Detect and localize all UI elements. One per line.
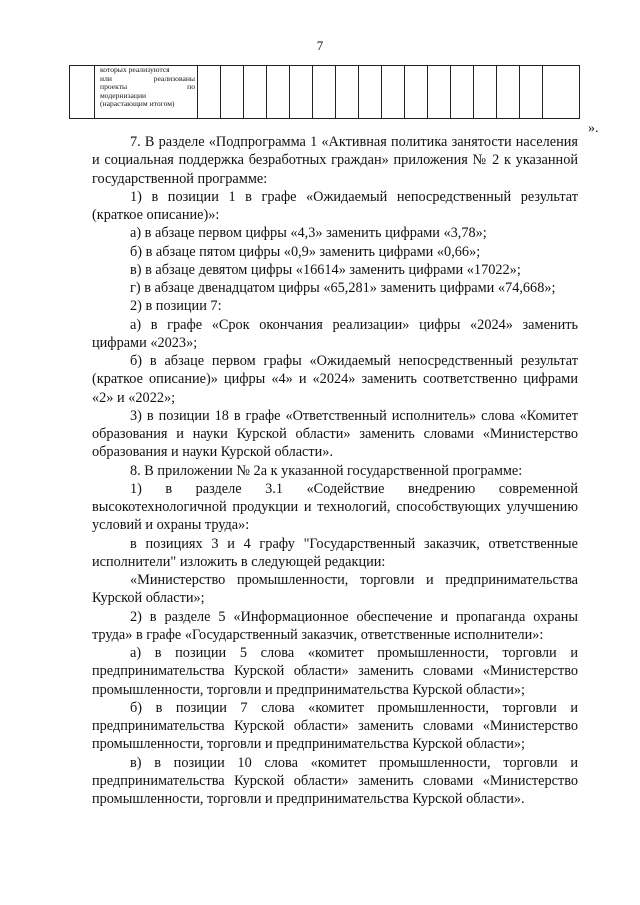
table-cell-value: [198, 66, 221, 119]
paragraph-subitem: в позициях 3 и 4 графу "Государственный заказчик, ответственные исполнители" изложить в следующей редакции:: [92, 535, 578, 570]
table-cell-value: [474, 66, 497, 119]
paragraph-item-8: 8. В приложении № 2а к указанной государственной программе:: [130, 462, 523, 479]
paragraph-subitem: а) в графе «Срок окончания реализации» цифры «2024» заменить цифрами «2023»;: [92, 316, 578, 351]
paragraph-subitem: 1) в позиции 1 в графе «Ожидаемый непосредственный результат (краткое описание)»:: [92, 188, 578, 223]
table-cell-value: [451, 66, 474, 119]
table-fragment: [69, 65, 580, 119]
table-cell-value: [267, 66, 290, 119]
paragraph-subitem: а) в абзаце первом цифры «4,3» заменить цифрами «3,78»;: [130, 225, 487, 242]
paragraph-subitem: 2) в разделе 5 «Информационное обеспечение и пропаганда охраны труда» в графе «Государственный заказчик, ответственные исполнители»:: [92, 608, 578, 643]
table-cell-number: [70, 66, 95, 119]
paragraph-item-7: 7. В разделе «Подпрограмма 1 «Активная политика занятости населения и социальная поддержка безработных граждан» приложения № 2 к указанной государственной программе:: [92, 134, 578, 187]
table-cell-value: [336, 66, 359, 119]
table-cell-indicator-label: [95, 66, 198, 119]
paragraph-subitem: б) в позиции 7 слова «комитет промышленности, торговли и предпринимательства Курской области» заменить словами «Министерство промышленности, торговли и предпринимательства Курской области»;: [92, 699, 578, 753]
indicator-label-line: модернизации: [100, 90, 147, 100]
paragraph-quote: «Министерство промышленности, торговли и предпринимательства Курской области»;: [92, 572, 578, 607]
paragraph-subitem: 3) в позиции 18 в графе «Ответственный исполнитель» слова «Комитет образования и науки Курской области» заменить словами «Министерство образования и науки Курской области».: [92, 407, 578, 461]
paragraph-subitem: в) в позиции 10 слова «комитет промышленности, торговли и предпринимательства Курской области» заменить словами «Министерство промышленности, торговли и предпринимательства Курской области».: [92, 754, 578, 807]
page-number: 7: [316, 38, 324, 53]
table-cell-value: [497, 66, 520, 119]
paragraph-subitem: а) в позиции 5 слова «комитет промышленности, торговли и предпринимательства Курской области» заменить словами «Министерство промышленности, торговли и предпринимательства Курской области»;: [92, 645, 578, 698]
paragraph-subitem: г) в абзаце двенадцатом цифры «65,281» заменить цифрами «74,668»;: [130, 280, 556, 296]
indicator-label-line: (нарастающим итогом): [100, 99, 175, 109]
table-cell-value: [290, 66, 313, 119]
indicator-label-line: которых реализуются: [100, 65, 170, 74]
indicator-label-line: или реализованы: [100, 73, 195, 83]
closing-quote: ».: [588, 121, 599, 136]
document-body: [92, 133, 578, 808]
table-cell-value: [543, 66, 580, 119]
paragraph-subitem: б) в абзаце пятом цифры «0,9» заменить цифрами «0,66»;: [130, 243, 481, 260]
table-cell-value: [221, 66, 244, 119]
table-row: [70, 66, 580, 119]
paragraph-subitem: 2) в позиции 7:: [130, 298, 222, 315]
table-cell-value: [244, 66, 267, 119]
table-cell-value: [382, 66, 405, 119]
table-cell-value: [359, 66, 382, 119]
table-cell-value: [405, 66, 428, 119]
paragraph-subitem: б) в абзаце первом графы «Ожидаемый непосредственный результат (краткое описание)» цифры «4» и «2024» заменить соответственно цифрами «2» и «2022»;: [92, 353, 578, 406]
table-cell-value: [313, 66, 336, 119]
paragraph-subitem: в) в абзаце девятом цифры «16614» заменить цифрами «17022»;: [130, 261, 521, 278]
table-cell-value: [428, 66, 451, 119]
table-cell-value: [520, 66, 543, 119]
indicator-label-line: проекты по: [100, 82, 195, 92]
paragraph-subitem: 1) в разделе 3.1 «Содействие внедрению современной высокотехнологичной продукции и технологий, способствующих улучшению условий и охраны труда»:: [92, 480, 578, 534]
